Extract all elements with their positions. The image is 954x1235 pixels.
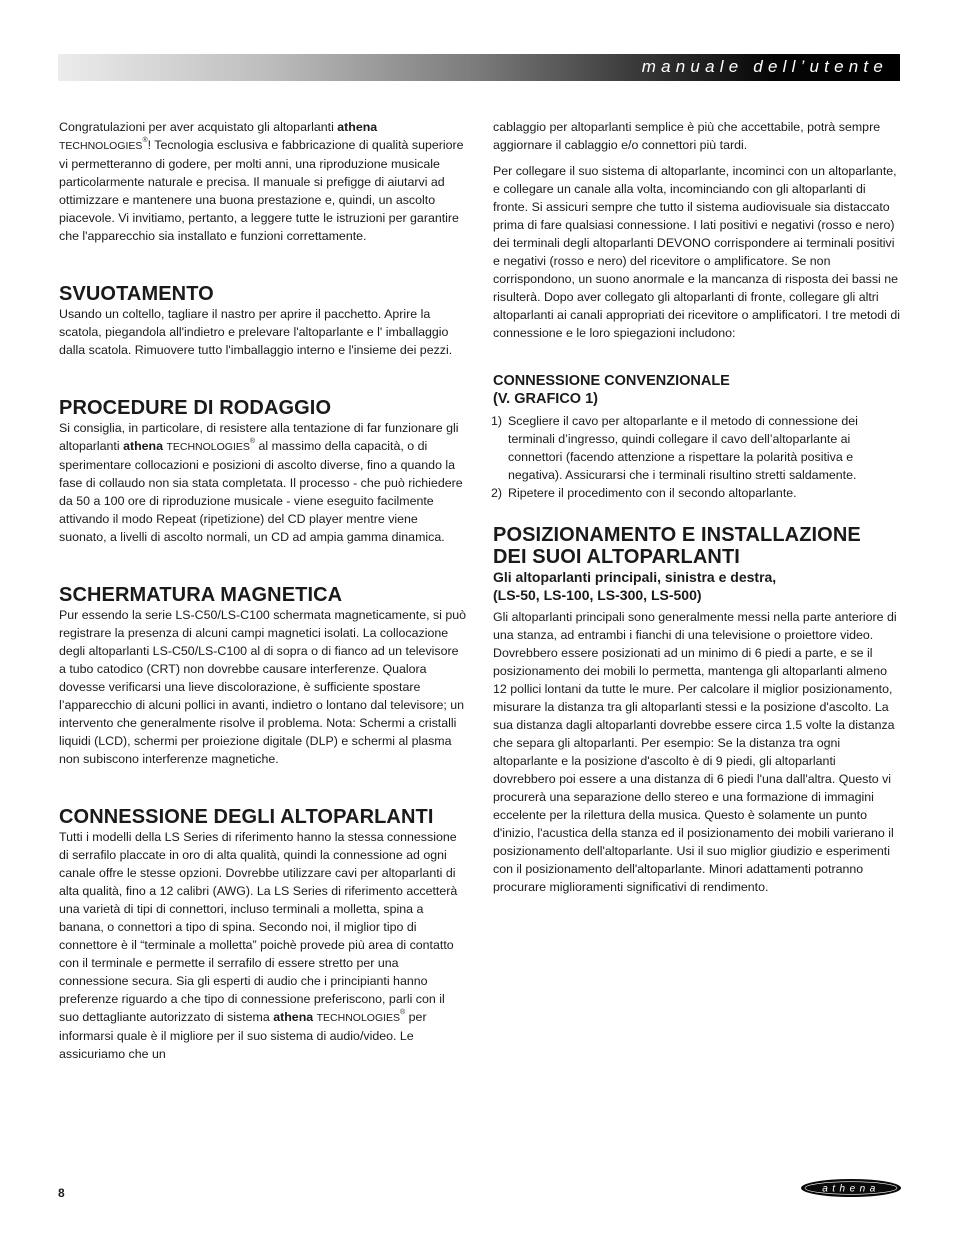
section-heading-svuotamento: SVUOTAMENTO [59, 283, 214, 305]
header-bar [58, 54, 900, 81]
page-number: 8 [58, 1186, 65, 1200]
svuotamento-paragraph: Usando un coltello, tagliare il nastro per aprire il pacchetto. Aprire la scatola, piegandola all'indietro e prelevare l'altoparlante e l' imballaggio dalla scatola. Rimuovere tutto l'imballaggio interno e l'insieme dei pezzi. [59, 307, 453, 357]
steps-list [493, 412, 901, 502]
connessione-continued: cablaggio per altoparlanti semplice è più che accettabile, potrà sempre aggiornare il cablaggio e/o connettori più tardi. [493, 120, 881, 152]
right-column [493, 118, 901, 904]
connessione-paragraph-2: Per collegare il suo sistema di altoparlante, incominci con un altoparlante, e collegare un canale alla volta, incominciando con gli altoparlanti di fronte. Si assicuri sempre che tutto il sistema audiovisuale sia distaccato prima di fare qualsiasi connessione. I lati positivi e negativi (rosso e nero) dei terminali degli altoparlanti DEVONO corrispondere ai terminali positivi e negativi (rosso e nero) del ricevitore o amplificatore. Se non corrispondono, un suono anormale e la mancanza di risposta dei bassi ne risulterà. Dopo aver collegato gli altoparlanti di fronte, collegare gli altri altoparlanti ai canali appropriati dei ricevitore o amplificatori. I tre metodi di connessione e le loro spiegazioni includono: [493, 164, 901, 340]
header-title: manuale dell’utente [641, 57, 888, 76]
list-item: 1) Scegliere il cavo per altoparlante e il metodo di connessione dei terminali d’ingresso, quindi collegare il cavo dell’altoparlante ai connettori (facendo attenzione a rispettare la polarità positiva e negativa). Assicurarsi che i terminali risultino stretti saldamente. [491, 414, 858, 482]
intro-paragraph: Congratulazioni per aver acquistato gli altoparlanti athena TECHNOLOGIES®! Tecnologia esclusiva e fabbricazione di qualità superiore vi permetteranno di godere, per molti anni, una riproduzione musicale particolarmente naturale e precisa. Il manuale si prefigge di aiutarvi ad ottimizzare e mantenere una buona prestazione e, quindi, un ascolto piacevole. Vi invitiamo, pertanto, a leggere tutte le istruzioni per garantire che l'apparecchio sia installato e funzioni correttamente. [59, 120, 464, 243]
brand-name: athena [337, 120, 378, 134]
left-column [59, 118, 467, 1071]
section-heading-connessione: CONNESSIONE DEGLI ALTOPARLANTI [59, 806, 434, 828]
logo-text: athena [822, 1183, 880, 1195]
subsection-heading-convenzionale: CONNESSIONE CONVENZIONALE (V. GRAFICO 1) [493, 373, 730, 407]
athena-logo [800, 1178, 902, 1198]
section-heading-rodaggio: PROCEDURE DI RODAGGIO [59, 397, 332, 419]
section-heading-schermatura: SCHERMATURA MAGNETICA [59, 584, 343, 606]
brand-tech: TECHNOLOGIES [59, 140, 143, 152]
rodaggio-paragraph: Si consiglia, in particolare, di resistere alla tentazione di far funzionare gli altoparlanti athena TECHNOLOGIES® al massimo della capacità, o di sperimentare collocazioni e posizioni di ascolto diverse, fino a quando la fase di collaudo non sia stata completata. Il processo - che può richiedere da 50 a 100 ore di riproduzione musicale - viene eseguito facilmente attivando il modo Repeat (ripetizione) del CD player mentre viene suonato, a livelli di ascolto normali, un CD ad ampia gamma dinamica. [59, 421, 463, 544]
list-item: 2) Ripetere il procedimento con il secondo altoparlante. [491, 486, 797, 500]
section-heading-posizionamento: POSIZIONAMENTO E INSTALLAZIONE DEI SUOI ALTOPARLANTI [493, 524, 861, 568]
connessione-paragraph: Tutti i modelli della LS Series di riferimento hanno la stessa connessione di serrafilo placcate in oro di alta qualità, quindi la connessione ad ogni canale offre le stesse opzioni. Dovrebbe utilizzare cavi per altoparlanti di alta qualità, fino a 12 calibri (AWG). La LS Series di riferimento accetterà una varietà di tipi di connettori, incluso terminali a molletta, spina a banana, o connettori a tipo di spina. Secondo noi, il miglior tipo di connettore è il “terminale a molletta” poichè provede più area di contatto con il terminale e permette il serrafilo di essere stretto per una connessione secura. Sia gli esperti di audio che i principianti hanno preferenze riguardo a che tipo di connessione preferiscono, parli con il suo dettagliante autorizzato di sistema athena TECHNOLOGIES® per informarsi quale è il migliore per il suo sistema di audio/video. Le assicuriamo che un [59, 830, 458, 1061]
posizionamento-paragraph: Gli altoparlanti principali sono generalmente messi nella parte anteriore di una stanza, ad entrambi i fianchi di una televisione o proiettore video. Dovrebbero essere posizionati ad un minimo di 6 piedi a parte, e se il posizionamento dei mobili lo permetta, mantenga gli altoparlanti almeno 12 pollici lontani da tutte le mure. Per calcolare il miglior posizionamento, misurare la distanza tra gli altoparlanti stessi e la posizione d'ascolto. La sua distanza dagli altoparlanti dovrebbe essere circa 1.5 volte la distanza che separa gli altoparlanti. Per esempio: Se la distanza tra ogni altoparlante e la posizione d'ascolto è di 9 piedi, gli altoparlanti dovrebbero poi essere a una distanza di 6 piedi l'una dall'altra. Questo vi procurerà una separazione dello stereo e una formazione di immagini eccelente per la rilettura della musica. Questo è solamente un punto d'inizio, l'acustica della stanza ed il posizionamento dei mobili varierano il posizionamento dell'altoparlante. Usi il suo miglior giudizio e esperimenti con il posizionamento dell'altoparlante. Minori adattamenti potranno procurare miglioramenti significativi di rendimento. [493, 610, 897, 894]
schermatura-paragraph: Pur essendo la serie LS-C50/LS-C100 schermata magneticamente, si può registrare la presenza di alcuni campi magnetici isolati. La collocazione degli altoparlanti LS-C50/LS-C100 al di sopra o di fianco ad un televisore a tubo catodico (CRT) non dovrebbe causare interferenze. Qualora dovesse verificarsi una lieve discolorazione, è sufficiente spostare l’apparecchio di alcuni pollici in avanti, indietro o lontano dal televisore; un intervento che generalmente risolve il problema. Nota: Schermi a cristalli liquidi (LCD), schermi per proiezione digitale (DLP) e schermi al plasma non subiscono interferenze magnetiche. [59, 608, 467, 766]
posizionamento-subheading: Gli altoparlanti principali, sinistra e destra, (LS-50, LS-100, LS-300, LS-500) [493, 569, 777, 603]
